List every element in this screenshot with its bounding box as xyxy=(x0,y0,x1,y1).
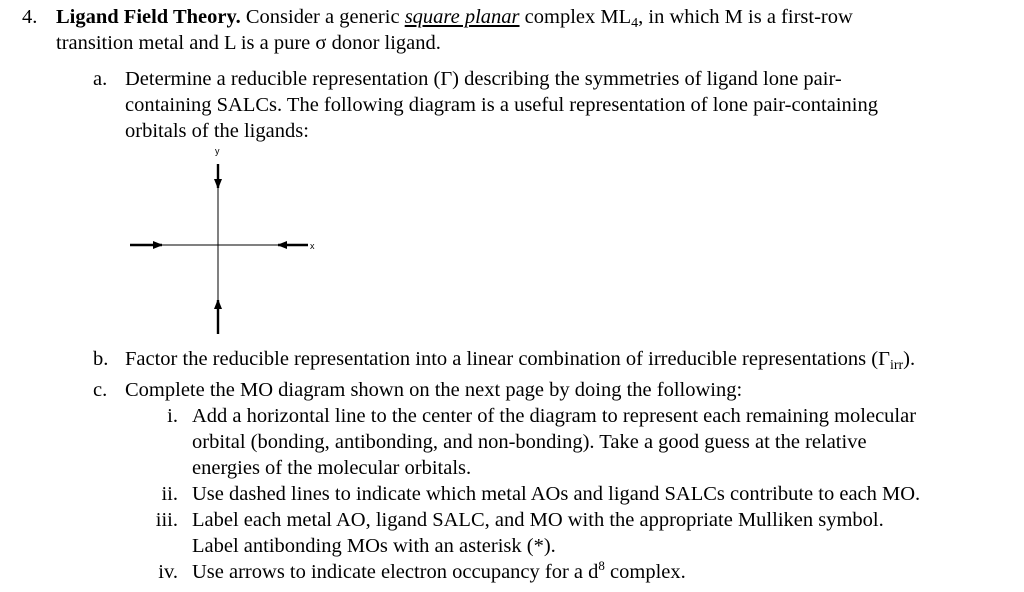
subitem-iii-line2: Label antibonding MOs with an asterisk (*). xyxy=(192,535,556,557)
y-axis-label: y xyxy=(215,146,220,156)
part-a-line1: Determine a reducible representation (Γ) describing the symmetries of ligand lone pair- xyxy=(125,68,842,90)
intro-text-end: , in which M is a first-row xyxy=(638,6,853,28)
subitem-iv-text xyxy=(192,559,686,585)
question-intro-line2: transition metal and L is a pure σ donor ligand. xyxy=(56,32,441,54)
subitem-iii-line1: Label each metal AO, ligand SALC, and MO with the appropriate Mulliken symbol. xyxy=(192,509,884,531)
question-number: 4. xyxy=(22,6,38,28)
intro-text-mid: complex ML xyxy=(519,6,632,28)
part-a-line2: containing SALCs. The following diagram is a useful representation of lone pair-containing xyxy=(125,94,878,116)
ml4-subscript: 4 xyxy=(631,16,639,31)
x-axis-label: x xyxy=(310,241,315,251)
part-a-marker: a. xyxy=(93,68,108,90)
subitem-iv-marker: iv. xyxy=(158,561,178,583)
subitem-ii-line1: Use dashed lines to indicate which metal AOs and ligand SALCs contribute to each MO. xyxy=(192,483,921,505)
subitem-i-line2: orbital (bonding, antibonding, and non-bonding). Take a good guess at the relative xyxy=(192,431,867,453)
part-b-end: ). xyxy=(903,348,916,370)
subitem-i-marker: i. xyxy=(167,405,178,427)
subitem-iv-end: complex. xyxy=(604,561,686,583)
ligand-lone-pair-diagram xyxy=(120,142,340,342)
subitem-ii-marker: ii. xyxy=(161,483,178,505)
part-b-body: Factor the reducible representation into a linear combination of irreducible representations (Γ xyxy=(125,348,890,370)
part-a-line3: orbitals of the ligands: xyxy=(125,120,309,142)
part-b-text xyxy=(125,346,915,372)
d8-superscript: 8 xyxy=(598,558,605,573)
question-intro xyxy=(56,4,853,30)
subitem-i-line3: energies of the molecular orbitals. xyxy=(192,457,472,479)
question-title: Ligand Field Theory. xyxy=(56,6,241,28)
part-b-marker: b. xyxy=(93,348,109,370)
intro-text: Consider a generic xyxy=(240,6,405,28)
subitem-i-line1: Add a horizontal line to the center of the diagram to represent each remaining molecular xyxy=(192,405,917,427)
square-planar-emphasis: square planar xyxy=(404,6,520,28)
subitem-iv-body: Use arrows to indicate electron occupancy for a d xyxy=(192,561,599,583)
gamma-irr-subscript: irr xyxy=(889,358,904,373)
part-c-marker: c. xyxy=(93,379,108,401)
part-c-text: Complete the MO diagram shown on the next page by doing the following: xyxy=(125,379,743,401)
subitem-iii-marker: iii. xyxy=(155,509,178,531)
